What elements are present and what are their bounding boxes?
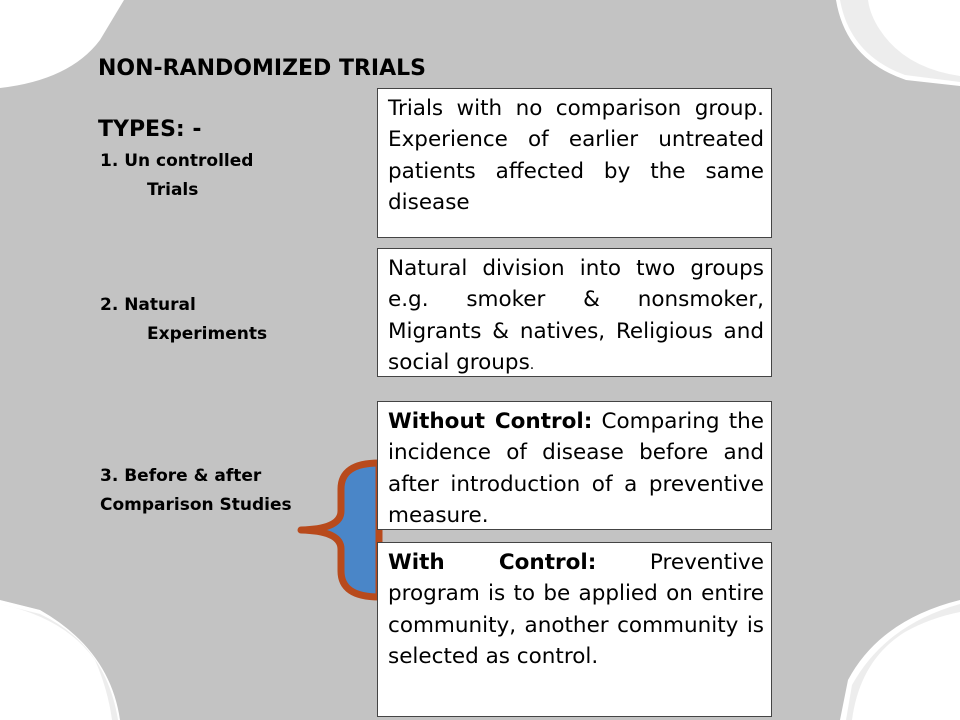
type-before-after-label-continued: Comparison Studies <box>100 495 292 515</box>
slide-title: NON-RANDOMIZED TRIALS <box>98 56 427 81</box>
with-control-text: Preventive program is to be applied on entire community, another community is selected as control. <box>388 550 764 670</box>
with-control-description <box>377 542 772 717</box>
without-control-description <box>377 401 772 530</box>
type-before-after-label: 3. Before & after <box>100 466 262 486</box>
uncontrolled-trials-description <box>377 88 772 238</box>
type-natural-label: 2. Natural <box>100 295 196 315</box>
type-uncontrolled-label: 1. Un controlled <box>100 151 254 171</box>
natural-experiments-description <box>377 248 772 377</box>
curly-brace-shape <box>301 463 379 597</box>
natural-experiments-period: . <box>529 357 535 374</box>
curly-brace-icon <box>295 455 385 605</box>
type-uncontrolled-label-continued: Trials <box>147 180 199 200</box>
without-control-text: Comparing the incidence of disease before and after introduction of a preventive measure. <box>388 409 764 529</box>
types-heading: TYPES: - <box>98 117 202 142</box>
with-control-label: With Control: <box>388 550 597 575</box>
without-control-label: Without Control: <box>388 409 593 434</box>
natural-experiments-text: Natural division into two groups e.g. smoker & nonsmoker, Migrants & natives, Religious and social groups <box>388 256 764 376</box>
type-natural-label-continued: Experiments <box>147 324 268 344</box>
uncontrolled-trials-text: Trials with no comparison group. Experience of earlier untreated patients affected by the same disease <box>388 96 764 216</box>
